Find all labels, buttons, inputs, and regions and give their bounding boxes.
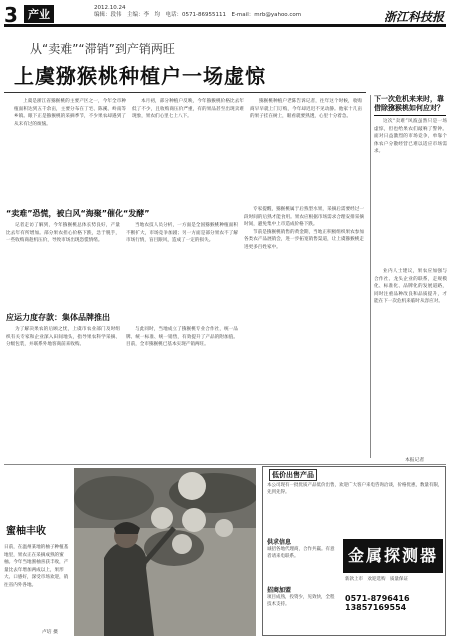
- body-paragraph: 记者走访了解到，今年猕猴桃总体长势良好，产量比去年有所增加。部分果农担心价格下跌，急于脱手，一些收购商趁机压价，导致市场出现恐慌情绪。: [6, 223, 120, 244]
- issue-date: 2012.10.24: [94, 5, 126, 11]
- lead-paragraph: 本月初，部分种植户反映，今年猕猴桃价格比去年低了不少，且收购商压价严重，有的果品甚至出现卖难现象，果农们心里七上八下。: [132, 99, 244, 120]
- section-divider: [4, 464, 446, 465]
- sidebar-paragraph: 业内人士建议，果农应加强与合作社、龙头企业的联系，走规模化、标准化、品牌化的发展道路，同时注重品种改良和品质提升，才能在下一次危机来临时从容应对。: [374, 269, 447, 305]
- article-headline: 上虞猕猴桃种植户一场虚惊: [14, 64, 266, 88]
- pomelo-harvest-image: [74, 468, 256, 636]
- body-column-2b: [126, 326, 238, 456]
- sidebar-headline: 下一次危机来来时，靠借除猕猴桃如何应对？: [374, 95, 444, 112]
- body-paragraph: 节前是猕猴桃销售的黄金期，当地正积极组织果农参加各类农产品展销会，进一步拓宽销售渠道，让上虞猕猴桃走进更多百姓家中。: [244, 229, 364, 250]
- photo-caption: [4, 544, 70, 590]
- sidebar-text-1: [374, 118, 447, 268]
- ad-col-b-title: 招商加盟: [267, 587, 292, 594]
- ad-sub-text: 新款上市 欢迎选购 质量保证: [345, 577, 408, 582]
- lead-column-1: [14, 98, 126, 200]
- sidebar-paragraph: 这次“卖难”风波虽然只是一场虚惊，但也给果农们敲响了警钟。面对日益激烈的市场竞争，单靠个体农户分散经营已难以适应市场需求。: [374, 119, 447, 155]
- sidebar: [370, 95, 446, 458]
- headline-rule: [4, 92, 366, 93]
- sidebar-byline: 本报记者: [405, 458, 425, 463]
- ad-col-b-text: 项目成熟，投资少，见效快，全程技术支持。: [267, 595, 335, 607]
- body-paragraph: 当地农技人员分析，一方面是全国猕猴桃种植面积不断扩大，市场竞争加剧；另一方面是部分果农不了解市场行情，盲目跟风，造成了一定的损失。: [126, 223, 238, 244]
- body-column-1b: [126, 222, 238, 310]
- ad-col-a-text: 诚招各地代理商，合作共赢。有意者请来电联系。: [267, 547, 335, 559]
- article-kicker: 从“卖难”“滞销”到产销两旺: [30, 42, 175, 56]
- masthead: [4, 4, 446, 30]
- paper-name: 浙江科技报: [383, 10, 444, 24]
- section-label: 产业: [24, 5, 54, 23]
- body-paragraph: 与此同时，当地成立了猕猴桃专业合作社，统一品牌、统一标准、统一销售，有效提升了产品的附加值。目前，全市猕猴桃已基本实现产销两旺。: [126, 327, 238, 348]
- lead-paragraph: 猕猴桃种植户老陈告诉记者，往年这个时候，收购商早早就上门订购，今年却迟迟不见动静。他家十几亩的果子挂在树上，眼看就要熟透，心里十分着急。: [250, 99, 362, 120]
- masthead-rule: [4, 24, 446, 27]
- advertisement-block: [262, 466, 446, 636]
- issue-meta: [94, 5, 301, 19]
- metal-detector-ad-title: 金属探测器: [343, 539, 443, 573]
- caption-text: 日前，在温州某地的柚子种植基地里，果农正在采摘成熟的蜜柚。今年当地蜜柚喜获丰收，产量比去年增加两成以上，果形大、口感好，深受市场欢迎，销往省内外各地。: [4, 545, 69, 588]
- photo-credit: 卢培 摄: [42, 630, 58, 635]
- subhead-2: 应运力度存款：集体品牌推出: [6, 313, 110, 322]
- ad-small-title: 低价出售产品: [269, 469, 317, 481]
- photo-story-title: 蜜柚丰收: [6, 526, 46, 537]
- sidebar-text-2: [374, 268, 447, 458]
- lead-paragraph: 上虞是浙江省猕猴桃的主要产区之一，今年全市种植面积达到五千余亩，主要分布在丁宅、陈溪、岭南等乡镇。眼下正是猕猴桃的采摘季节，不少果农却遇到了从未有过的烦恼。: [14, 99, 126, 127]
- lead-column-2: [132, 98, 244, 200]
- sidebar-rule: [374, 115, 446, 116]
- body-column-2a: [6, 326, 120, 456]
- body-column-3: [244, 206, 364, 456]
- lead-column-3: [250, 98, 362, 200]
- subhead-1: “卖难”恐慌，被白风“海聚”催化“发酵”: [6, 209, 150, 218]
- ad-phone: 0571-8796416 13857169554: [345, 594, 410, 612]
- editor-line: 编辑：段伟 主编：李 均 电话：0571-86955111 E-mail：mrb@yahoo.com: [94, 12, 302, 18]
- ad-col-a-title: 供求信息: [267, 539, 292, 546]
- body-paragraph: 为了解决果农的后顾之忧，上虞市农业部门及时组织有关专家和企业深入田间地头，指导果农科学采摘、分级包装，并联系外地客商前来收购。: [6, 327, 120, 348]
- page-number: 3: [4, 3, 18, 27]
- body-column-1a: [6, 222, 120, 310]
- ad-small-text: 本公司现有一批优质产品低价出售，欢迎广大客户来电咨询洽谈，价格优惠，数量有限，先到先得。: [267, 483, 443, 495]
- pomelo-photo: [74, 468, 256, 636]
- body-paragraph: 专家提醒，猕猴桃属于后熟型水果，采摘后需要经过一段时间的后熟才能食用。果农应根据市场需求合理安排采摘时间，避免集中上市造成价格下跌。: [244, 207, 364, 228]
